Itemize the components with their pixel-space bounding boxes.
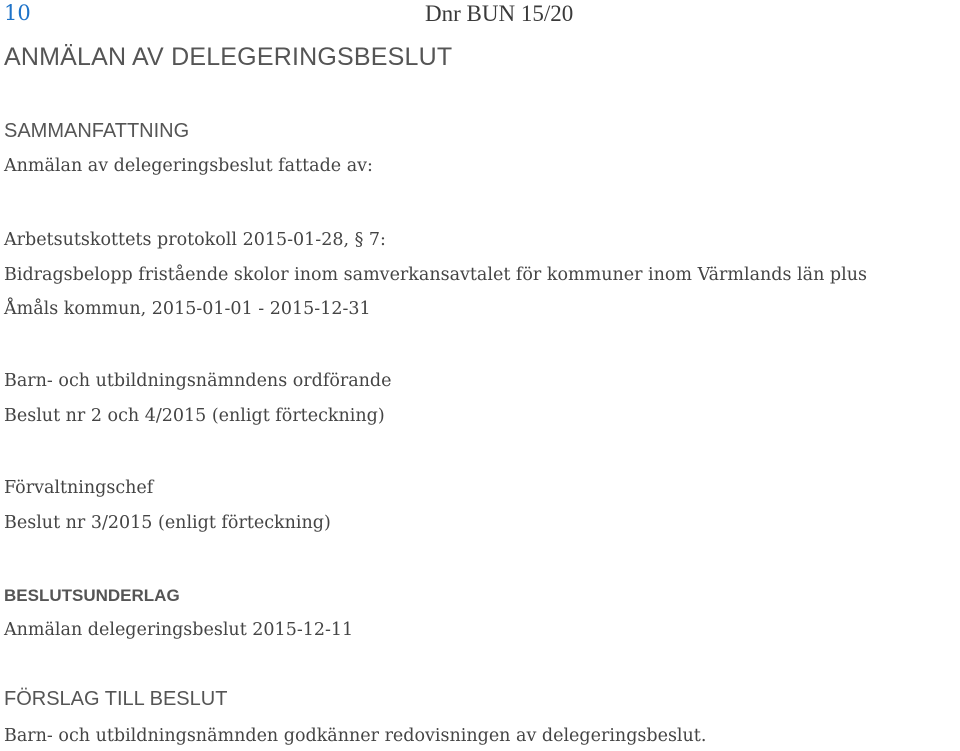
forslag-text: Barn- och utbildningsnämnden godkänner redovisningen av delegeringsbeslut. xyxy=(4,726,707,746)
summary-intro: Anmälan av delegeringsbeslut fattade av: xyxy=(4,156,373,176)
section-heading-forslag: FÖRSLAG TILL BESLUT xyxy=(4,688,228,710)
summary-item2-line1: Barn- och utbildningsnämndens ordförande xyxy=(4,371,392,391)
summary-item1-line1: Arbetsutskottets protokoll 2015-01-28, § 7: xyxy=(4,230,386,250)
summary-item3-line1: Förvaltningschef xyxy=(4,478,154,498)
section-heading-sammanfattning: SAMMANFATTNING xyxy=(4,120,190,142)
summary-item1-line2: Bidragsbelopp fristående skolor inom samverkansavtalet för kommuner inom Värmlands län plus xyxy=(4,265,867,285)
beslutsunderlag-text: Anmälan delegeringsbeslut 2015-12-11 xyxy=(4,620,354,640)
summary-item1-line3: Åmåls kommun, 2015-01-01 - 2015-12-31 xyxy=(4,299,371,319)
summary-item3-line2: Beslut nr 3/2015 (enligt förteckning) xyxy=(4,513,331,533)
document-number: Dnr BUN 15/20 xyxy=(425,1,574,26)
page-number: 10 xyxy=(4,1,31,25)
summary-item2-line2: Beslut nr 2 och 4/2015 (enligt förteckning) xyxy=(4,406,385,426)
section-heading-beslutsunderlag: BESLUTSUNDERLAG xyxy=(4,586,180,605)
page-title: ANMÄLAN AV DELEGERINGSBESLUT xyxy=(4,43,453,71)
